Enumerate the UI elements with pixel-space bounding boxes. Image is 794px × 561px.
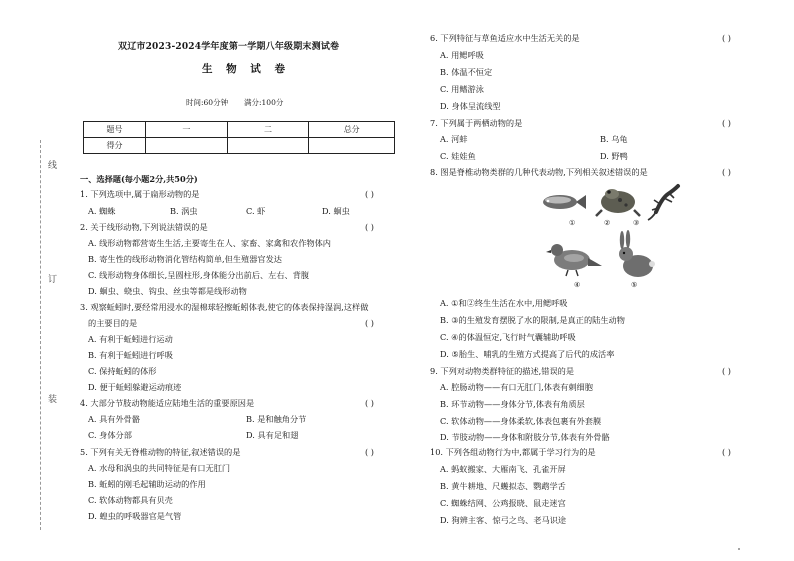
option: B. 有利于蚯蚓进行呼吸 (88, 350, 173, 360)
option: A. 蜘蛛 (88, 206, 116, 216)
option: C. 虾 (246, 206, 266, 216)
answer-paren: ( ) (722, 447, 731, 457)
question-stem: 5. 下列有关无脊椎动物的特征,叙述错误的是 (80, 447, 241, 457)
option: C. 保持蚯蚓的体形 (88, 366, 157, 376)
option: B. ③的生殖发育摆脱了水的限制,是真正的陆生动物 (440, 315, 625, 325)
option: C. 蜘蛛结网、公鸡报晓、鼠走迷宫 (440, 498, 566, 508)
question-stem: 8. 图是脊椎动物类群的几种代表动物,下列相关叙述错误的是 (430, 167, 648, 177)
binding-margin (40, 140, 71, 530)
question-stem: 9. 下列对动物类群特征的描述,错误的是 (430, 366, 575, 376)
answer-paren: ( ) (722, 33, 731, 43)
option: B. 黄牛耕地、尺蠖拟态、鹦鹉学舌 (440, 481, 566, 491)
option: D. 蛔虫、蛲虫、钩虫、丝虫等都是线形动物 (88, 286, 247, 296)
table-cell: 二 (227, 122, 309, 138)
binding-char: 订 (48, 275, 58, 285)
figure-label: ① (569, 219, 576, 227)
option: D. 具有足和翅 (246, 430, 299, 440)
option: C. 身体分部 (88, 430, 132, 440)
option: A. 用鳃呼吸 (440, 50, 484, 60)
rabbit-image (619, 230, 655, 277)
table-cell (146, 138, 228, 154)
table-cell (309, 138, 395, 154)
answer-paren: ( ) (365, 398, 374, 408)
option: B. 乌龟 (600, 134, 628, 144)
option: B. 体温不恒定 (440, 67, 493, 77)
figure-label: ② (604, 219, 611, 227)
option: A. 线形动物都营寄生生活,主要寄生在人、家畜、家禽和农作物体内 (88, 238, 331, 248)
fish-image (543, 195, 586, 209)
table-cell: 题号 (84, 122, 146, 138)
question-stem: 4. 大部分节肢动物能适应陆地生活的重要原因是 (80, 398, 255, 408)
option: A. 河蚌 (440, 134, 468, 144)
option: A. 蚂蚁搬家、大雁南飞、孔雀开屏 (440, 464, 566, 474)
option: C. 用鳍游泳 (440, 84, 484, 94)
option: D. 蝗虫的呼吸器官是气管 (88, 511, 182, 521)
option: A. 水母和涡虫的共同特征是有口无肛门 (88, 463, 231, 473)
option: B. 是和触角分节 (246, 414, 307, 424)
answer-paren: ( ) (365, 222, 374, 232)
option: C. ④的体温恒定,飞行时气囊辅助呼吸 (440, 332, 576, 342)
option: A. 具有外骨骼 (88, 414, 141, 424)
figure-label: ③ (633, 219, 640, 227)
lizard-image (648, 186, 678, 220)
pigeon-image (546, 244, 602, 276)
time-info: 时间:60分钟 (186, 98, 229, 107)
option: B. 涡虫 (170, 206, 198, 216)
answer-paren: ( ) (365, 318, 374, 328)
option: D. 节肢动物——身体和附肢分节,体表有外骨骼 (440, 432, 610, 442)
table-cell: 一 (146, 122, 228, 138)
table-cell: 总分 (309, 122, 395, 138)
option: D. 蛔虫 (322, 206, 350, 216)
animals-figure (540, 180, 690, 292)
option: B. 寄生性的线形动物消化管结构简单,但生殖器官发达 (88, 254, 282, 264)
exam-title: 双辽市2023-2024学年度第一学期八年级期末测试卷 (118, 42, 340, 52)
frog-image (596, 189, 640, 216)
table-cell: 得分 (84, 138, 146, 154)
question-stem: 7. 下列属于两栖动物的是 (430, 118, 523, 128)
figure-label: ⑤ (631, 281, 638, 289)
subject-title: 生 物 试 卷 (202, 63, 290, 75)
answer-paren: ( ) (365, 189, 374, 199)
question-stem: 1. 下列选项中,属于扁形动物的是 (80, 189, 200, 199)
question-stem: 2. 关于线形动物,下列说法错误的是 (80, 222, 208, 232)
option: C. 娃娃鱼 (440, 151, 476, 161)
question-stem-cont: 的主要目的是 (88, 318, 138, 328)
score-info: 满分:100分 (244, 98, 284, 107)
binding-char: 装 (48, 395, 58, 405)
option: C. 软体动物都具有贝壳 (88, 495, 173, 505)
option: A. 腔肠动物——有口无肛门,体表有刺细胞 (440, 382, 593, 392)
option: B. 环节动物——身体分节,体表有角质层 (440, 399, 585, 409)
option: D. 身体呈流线型 (440, 101, 501, 111)
option: D. ⑤胎生、哺乳的生殖方式提高了后代的成活率 (440, 349, 615, 359)
answer-paren: ( ) (722, 118, 731, 128)
section-heading: 一、选择题(每小题2分,共50分) (80, 174, 198, 184)
option: A. ①和②终生生活在水中,用鳃呼吸 (440, 298, 568, 308)
question-stem: 10. 下列各组动物行为中,都属于学习行为的是 (430, 447, 596, 457)
score-table (83, 121, 395, 154)
binding-char: 线 (48, 161, 58, 171)
question-stem: 6. 下列特征与草鱼适应水中生活无关的是 (430, 33, 580, 43)
option: D. 野鸭 (600, 151, 628, 161)
figure-label: ④ (574, 281, 581, 289)
score-table-row (84, 138, 395, 154)
answer-paren: ( ) (722, 167, 731, 177)
option: B. 蚯蚓的刚毛起辅助运动的作用 (88, 479, 206, 489)
table-cell (227, 138, 309, 154)
option: A. 有利于蚯蚓进行运动 (88, 334, 173, 344)
score-table-header-row (84, 122, 395, 138)
option: D. 狗辨主客、惊弓之鸟、老马识途 (440, 515, 567, 525)
option: C. 软体动物——身体柔软,体表包裹有外套膜 (440, 416, 602, 426)
option: C. 线形动物身体细长,呈圆柱形,身体能分出前后、左右、背腹 (88, 270, 310, 280)
answer-paren: ( ) (365, 447, 374, 457)
answer-paren: ( ) (722, 366, 731, 376)
option: D. 便于蚯蚓躲避运动痕迹 (88, 382, 182, 392)
question-stem: 3. 观察蚯蚓时,要经常用浸水的湿棉球轻擦蚯蚓体表,使它的体表保持湿润,这样做 (80, 302, 369, 312)
scan-speck (738, 548, 740, 550)
